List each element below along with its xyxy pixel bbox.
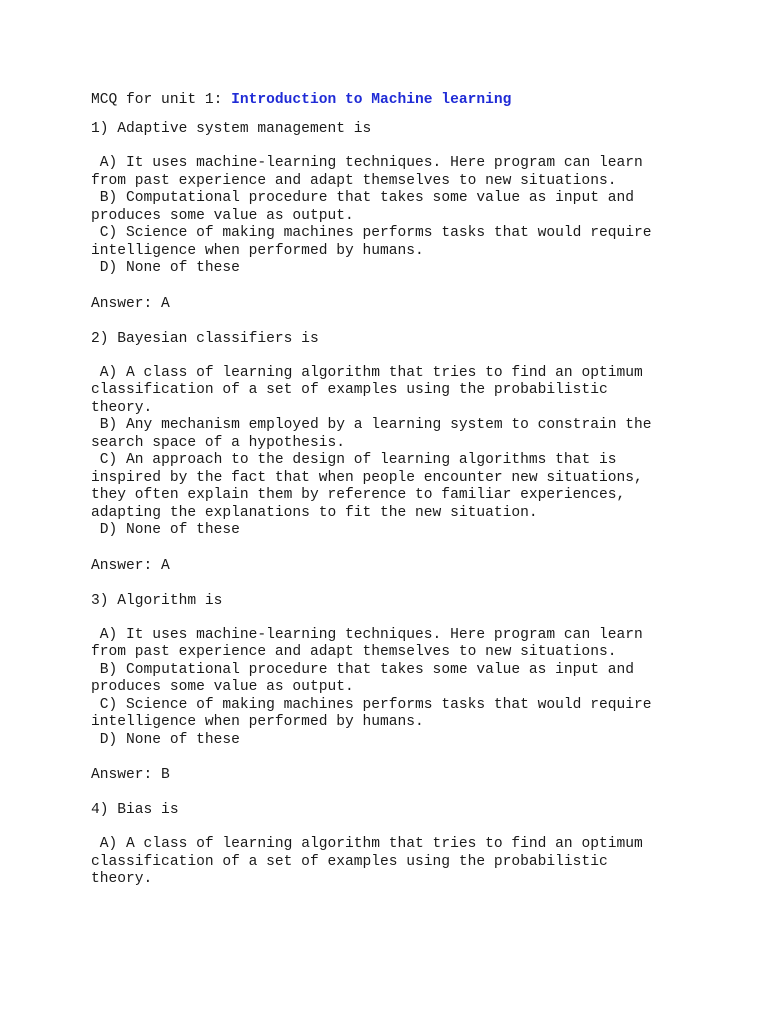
option-d: D) None of these [91,731,240,748]
option-a: A) It uses machine-learning techniques. Here program can learn from past experience and adapt themselves to new situations. [91,155,643,189]
question-stem: 3) Algorithm is [91,592,223,609]
option-b: B) Computational procedure that takes some value as input and produces some value as output. [91,661,634,695]
answer-line: Answer: B [91,767,170,783]
option-c: C) Science of making machines performs tasks that would require intelligence when performed by humans. [91,225,652,259]
option-a: A) A class of learning algorithm that tries to find an optimum classification of a set of examples using the probabilistic theory. [91,836,643,887]
option-b: B) Computational procedure that takes some value as input and produces some value as output. [91,190,634,224]
option-a: A) It uses machine-learning techniques. Here program can learn from past experience and adapt themselves to new situations. [91,626,643,660]
heading-title: Introduction to Machine learning [231,92,512,108]
option-c: C) Science of making machines performs tasks that would require intelligence when performed by humans. [91,696,652,730]
question-2 [91,330,731,575]
answer-line: Answer: A [91,295,170,312]
document-heading [91,91,731,110]
question-4 [91,801,731,889]
option-d: D) None of these [91,260,240,276]
heading-prefix: MCQ for unit 1: [91,92,232,108]
question-stem: 4) Bias is [91,802,179,818]
question-stem: 1) Adaptive system management is [91,121,372,137]
option-a: A) A class of learning algorithm that tries to find an optimum classification of a set of examples using the probabilistic theory. [91,364,643,416]
option-b: B) Any mechanism employed by a learning system to constrain the search space of a hypothesis. [91,417,652,451]
option-d: D) None of these [91,522,240,538]
question-1 [91,120,731,313]
document-page [91,91,731,889]
answer-line: Answer: A [91,557,170,574]
question-stem: 2) Bayesian classifiers is [91,330,319,347]
question-3 [91,592,731,785]
option-c: C) An approach to the design of learning algorithms that is inspired by the fact that when people encounter new situations, they often explain them by reference to familiar experiences, adapting the explanations to fit the new situation. [91,452,643,521]
